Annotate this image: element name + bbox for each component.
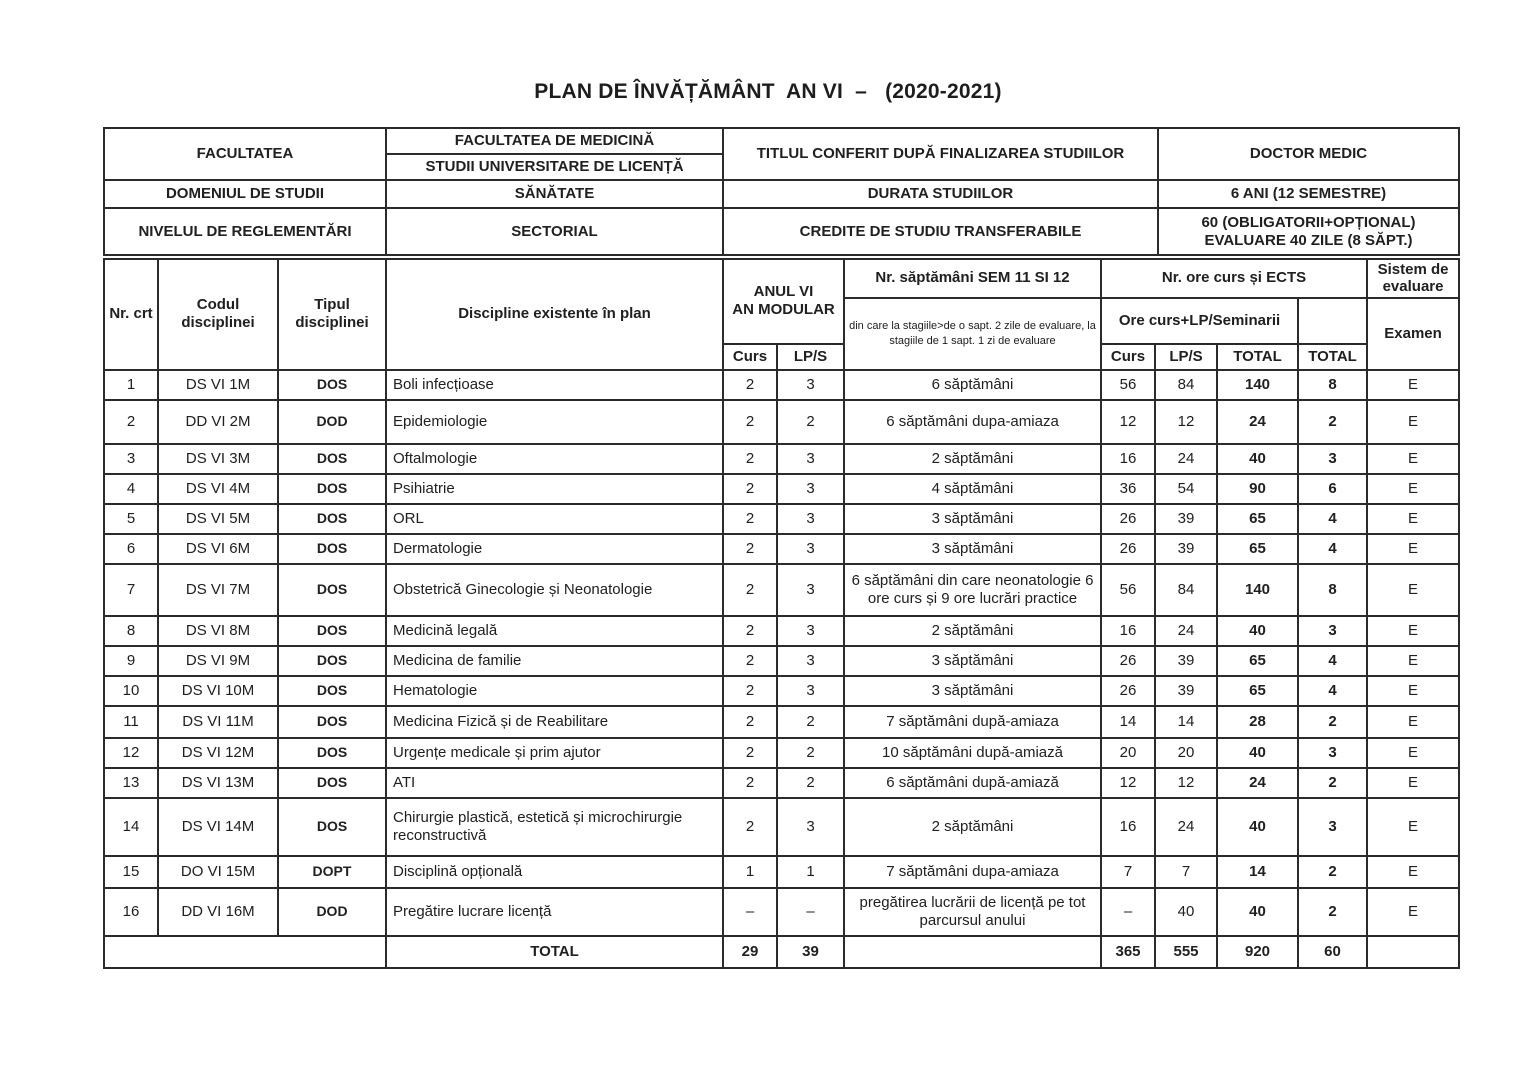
cell-ects: 4	[1298, 646, 1367, 676]
cell-cod: DS VI 13M	[158, 768, 278, 798]
cell-exam: E	[1367, 888, 1459, 936]
cell-curs: 2	[723, 798, 777, 856]
cell-ore-total: 40	[1217, 888, 1298, 936]
cell-lps: 3	[777, 564, 844, 616]
cell-disc: Medicina Fizică și de Reabilitare	[386, 706, 723, 738]
cell-ects: 3	[1298, 798, 1367, 856]
cell-saptamani: 2 săptămâni	[844, 444, 1101, 474]
cell-ore-curs: 56	[1101, 370, 1155, 400]
total-lps: 39	[777, 936, 844, 968]
cell-ore-lps: 24	[1155, 444, 1217, 474]
cell-lps: 3	[777, 504, 844, 534]
cell-curs: 1	[723, 856, 777, 888]
cell-curs: 2	[723, 444, 777, 474]
col-header-ore-total: TOTAL	[1217, 344, 1298, 370]
cell-ore-lps: 24	[1155, 616, 1217, 646]
col-header-ore-sub: Ore curs+LP/Seminarii	[1101, 298, 1298, 344]
cell-ore-curs: 26	[1101, 646, 1155, 676]
cell-saptamani: 4 săptămâni	[844, 474, 1101, 504]
info-value-credite-1: 60 (OBLIGATORII+OPȚIONAL)	[1201, 213, 1416, 231]
total-ore-total: 920	[1217, 936, 1298, 968]
total-exam	[1367, 936, 1459, 968]
cell-nr: 9	[104, 646, 158, 676]
cell-curs: 2	[723, 676, 777, 706]
cell-lps: –	[777, 888, 844, 936]
cell-ore-total: 90	[1217, 474, 1298, 504]
cell-tip: DOS	[278, 534, 386, 564]
cell-ore-curs: 16	[1101, 444, 1155, 474]
cell-tip: DOS	[278, 564, 386, 616]
col-header-ore-curs: Curs	[1101, 344, 1155, 370]
cell-nr: 7	[104, 564, 158, 616]
cell-cod: DS VI 3M	[158, 444, 278, 474]
cell-ore-curs: 26	[1101, 504, 1155, 534]
col-header-anul-line2: AN MODULAR	[732, 301, 835, 319]
cell-lps: 3	[777, 676, 844, 706]
cell-tip: DOS	[278, 616, 386, 646]
cell-saptamani: 3 săptămâni	[844, 504, 1101, 534]
cell-ects: 4	[1298, 676, 1367, 706]
cell-curs: 2	[723, 616, 777, 646]
cell-ects: 6	[1298, 474, 1367, 504]
cell-saptamani: 6 săptămâni dupa-amiaza	[844, 400, 1101, 444]
cell-nr: 15	[104, 856, 158, 888]
cell-ects: 4	[1298, 534, 1367, 564]
cell-exam: E	[1367, 798, 1459, 856]
info-label-titlul: TITLUL CONFERIT DUPĂ FINALIZAREA STUDIILOR	[723, 128, 1158, 180]
tables-container	[103, 127, 1458, 969]
cell-lps: 2	[777, 768, 844, 798]
cell-saptamani: 7 săptămâni după-amiaza	[844, 706, 1101, 738]
cell-ects: 3	[1298, 616, 1367, 646]
cell-cod: DD VI 16M	[158, 888, 278, 936]
info-value-facultatea-1: FACULTATEA DE MEDICINĂ	[386, 128, 723, 154]
cell-ore-curs: 36	[1101, 474, 1155, 504]
col-header-disc: Discipline existente în plan	[386, 259, 723, 370]
cell-ore-lps: 20	[1155, 738, 1217, 768]
table-row	[104, 400, 1459, 444]
table-row	[104, 646, 1459, 676]
cell-lps: 1	[777, 856, 844, 888]
info-value-durata: 6 ANI (12 SEMESTRE)	[1158, 180, 1459, 208]
cell-lps: 3	[777, 646, 844, 676]
info-label-facultatea: FACULTATEA	[104, 128, 386, 180]
cell-exam: E	[1367, 706, 1459, 738]
table-row	[104, 474, 1459, 504]
cell-nr: 11	[104, 706, 158, 738]
cell-saptamani: 10 săptămâni după-amiază	[844, 738, 1101, 768]
cell-curs: 2	[723, 474, 777, 504]
cell-tip: DOD	[278, 888, 386, 936]
cell-nr: 12	[104, 738, 158, 768]
col-header-ore-ects: Nr. ore curs și ECTS	[1101, 259, 1367, 298]
cell-exam: E	[1367, 676, 1459, 706]
col-header-anul-line1: ANUL VI	[753, 282, 814, 300]
cell-ore-total: 65	[1217, 534, 1298, 564]
cell-tip: DOS	[278, 768, 386, 798]
cell-cod: DS VI 1M	[158, 370, 278, 400]
col-header-ects-spacer	[1298, 298, 1367, 344]
cell-ects: 2	[1298, 768, 1367, 798]
cell-nr: 8	[104, 616, 158, 646]
cell-curs: 2	[723, 504, 777, 534]
cell-lps: 3	[777, 474, 844, 504]
cell-nr: 3	[104, 444, 158, 474]
cell-ore-curs: –	[1101, 888, 1155, 936]
col-header-nr: Nr. crt	[104, 259, 158, 370]
cell-exam: E	[1367, 564, 1459, 616]
cell-lps: 2	[777, 706, 844, 738]
cell-curs: 2	[723, 706, 777, 738]
cell-ore-curs: 16	[1101, 616, 1155, 646]
cell-exam: E	[1367, 400, 1459, 444]
info-value-facultatea-2: STUDII UNIVERSITARE DE LICENȚĂ	[386, 154, 723, 180]
cell-exam: E	[1367, 616, 1459, 646]
cell-disc: Obstetrică Ginecologie și Neonatologie	[386, 564, 723, 616]
cell-ore-curs: 12	[1101, 400, 1155, 444]
cell-cod: DS VI 9M	[158, 646, 278, 676]
cell-curs: 2	[723, 534, 777, 564]
cell-exam: E	[1367, 856, 1459, 888]
cell-tip: DOS	[278, 504, 386, 534]
cell-nr: 14	[104, 798, 158, 856]
cell-tip: DOS	[278, 798, 386, 856]
total-row	[104, 936, 1459, 968]
cell-ects: 8	[1298, 370, 1367, 400]
cell-ore-total: 65	[1217, 646, 1298, 676]
cell-saptamani: 6 săptămâni din care neonatologie 6 ore curs și 9 ore lucrări practice	[844, 564, 1101, 616]
table-row	[104, 738, 1459, 768]
info-value-domeniul: SĂNĂTATE	[386, 180, 723, 208]
cell-tip: DOPT	[278, 856, 386, 888]
cell-disc: Urgențe medicale și prim ajutor	[386, 738, 723, 768]
cell-ore-total: 24	[1217, 768, 1298, 798]
cell-tip: DOS	[278, 706, 386, 738]
cell-curs: 2	[723, 400, 777, 444]
cell-ects: 2	[1298, 888, 1367, 936]
cell-lps: 2	[777, 400, 844, 444]
page-title: PLAN DE ÎNVĂȚĂMÂNT AN VI – (2020-2021)	[534, 80, 1002, 103]
cell-saptamani: 6 săptămâni după-amiază	[844, 768, 1101, 798]
cell-nr: 10	[104, 676, 158, 706]
cell-cod: DS VI 14M	[158, 798, 278, 856]
col-header-tip: Tipul disciplinei	[278, 259, 386, 370]
table-row	[104, 798, 1459, 856]
cell-disc: Chirurgie plastică, estetică și microchirurgie reconstructivă	[386, 798, 723, 856]
cell-saptamani: 6 săptămâni	[844, 370, 1101, 400]
cell-ects: 2	[1298, 856, 1367, 888]
cell-disc: Medicină legală	[386, 616, 723, 646]
cell-saptamani: pregătirea lucrării de licență pe tot parcursul anului	[844, 888, 1101, 936]
cell-ore-total: 65	[1217, 676, 1298, 706]
cell-curs: 2	[723, 564, 777, 616]
cell-disc: Dermatologie	[386, 534, 723, 564]
cell-lps: 3	[777, 370, 844, 400]
col-header-saptamani: Nr. săptămâni SEM 11 SI 12	[844, 259, 1101, 298]
cell-nr: 5	[104, 504, 158, 534]
cell-ore-lps: 40	[1155, 888, 1217, 936]
cell-ects: 2	[1298, 400, 1367, 444]
cell-ore-lps: 12	[1155, 400, 1217, 444]
total-saptamani	[844, 936, 1101, 968]
cell-ore-total: 40	[1217, 738, 1298, 768]
cell-curs: –	[723, 888, 777, 936]
cell-ects: 2	[1298, 706, 1367, 738]
col-header-sistem: Sistem de evaluare	[1367, 259, 1459, 298]
cell-exam: E	[1367, 444, 1459, 474]
table-row	[104, 676, 1459, 706]
total-empty-left	[104, 936, 386, 968]
table-body	[104, 370, 1459, 968]
cell-ore-curs: 20	[1101, 738, 1155, 768]
cell-exam: E	[1367, 646, 1459, 676]
cell-nr: 1	[104, 370, 158, 400]
table-row	[104, 534, 1459, 564]
cell-ects: 3	[1298, 738, 1367, 768]
cell-saptamani: 3 săptămâni	[844, 676, 1101, 706]
cell-cod: DD VI 2M	[158, 400, 278, 444]
cell-tip: DOS	[278, 444, 386, 474]
cell-ore-curs: 26	[1101, 534, 1155, 564]
col-header-ore-lps: LP/S	[1155, 344, 1217, 370]
cell-tip: DOS	[278, 738, 386, 768]
cell-ore-lps: 84	[1155, 564, 1217, 616]
cell-nr: 2	[104, 400, 158, 444]
cell-saptamani: 3 săptămâni	[844, 646, 1101, 676]
cell-ore-lps: 39	[1155, 676, 1217, 706]
col-header-cod: Codul disciplinei	[158, 259, 278, 370]
table-header	[104, 259, 1459, 370]
cell-exam: E	[1367, 768, 1459, 798]
cell-ore-curs: 14	[1101, 706, 1155, 738]
table-row	[104, 370, 1459, 400]
cell-ects: 8	[1298, 564, 1367, 616]
cell-exam: E	[1367, 370, 1459, 400]
table-row	[104, 504, 1459, 534]
cell-disc: Boli infecțioase	[386, 370, 723, 400]
info-value-credite	[1158, 208, 1459, 255]
cell-cod: DS VI 5M	[158, 504, 278, 534]
cell-ore-lps: 24	[1155, 798, 1217, 856]
cell-ore-lps: 39	[1155, 534, 1217, 564]
table-row	[104, 768, 1459, 798]
cell-disc: Medicina de familie	[386, 646, 723, 676]
cell-tip: DOD	[278, 400, 386, 444]
cell-lps: 3	[777, 534, 844, 564]
table-row	[104, 856, 1459, 888]
cell-saptamani: 7 săptămâni dupa-amiaza	[844, 856, 1101, 888]
cell-ore-curs: 16	[1101, 798, 1155, 856]
info-table	[103, 127, 1460, 256]
cell-ore-total: 24	[1217, 400, 1298, 444]
cell-disc: Pregătire lucrare licență	[386, 888, 723, 936]
cell-ore-total: 40	[1217, 444, 1298, 474]
cell-ects: 3	[1298, 444, 1367, 474]
col-header-ects-total: TOTAL	[1298, 344, 1367, 370]
cell-disc: Epidemiologie	[386, 400, 723, 444]
cell-ore-lps: 84	[1155, 370, 1217, 400]
cell-exam: E	[1367, 474, 1459, 504]
total-curs: 29	[723, 936, 777, 968]
table-row	[104, 444, 1459, 474]
cell-ore-lps: 12	[1155, 768, 1217, 798]
cell-ore-curs: 7	[1101, 856, 1155, 888]
cell-cod: DS VI 7M	[158, 564, 278, 616]
cell-disc: Oftalmologie	[386, 444, 723, 474]
table-row	[104, 564, 1459, 616]
cell-tip: DOS	[278, 676, 386, 706]
cell-disc: Psihiatrie	[386, 474, 723, 504]
cell-tip: DOS	[278, 646, 386, 676]
cell-curs: 2	[723, 646, 777, 676]
cell-exam: E	[1367, 534, 1459, 564]
cell-cod: DS VI 11M	[158, 706, 278, 738]
info-label-credite: CREDITE DE STUDIU TRANSFERABILE	[723, 208, 1158, 255]
info-value-credite-2: EVALUARE 40 ZILE (8 SĂPT.)	[1204, 231, 1413, 249]
cell-lps: 3	[777, 616, 844, 646]
cell-disc: Disciplină opțională	[386, 856, 723, 888]
cell-nr: 4	[104, 474, 158, 504]
cell-cod: DS VI 8M	[158, 616, 278, 646]
col-header-curs: Curs	[723, 344, 777, 370]
info-label-nivelul: NIVELUL DE REGLEMENTĂRI	[104, 208, 386, 255]
cell-saptamani: 2 săptămâni	[844, 798, 1101, 856]
cell-ore-total: 40	[1217, 616, 1298, 646]
cell-cod: DS VI 10M	[158, 676, 278, 706]
total-ects: 60	[1298, 936, 1367, 968]
cell-ore-lps: 39	[1155, 646, 1217, 676]
total-ore-lps: 555	[1155, 936, 1217, 968]
cell-cod: DO VI 15M	[158, 856, 278, 888]
cell-exam: E	[1367, 504, 1459, 534]
cell-ore-lps: 39	[1155, 504, 1217, 534]
cell-saptamani: 3 săptămâni	[844, 534, 1101, 564]
cell-ore-total: 40	[1217, 798, 1298, 856]
cell-disc: Hematologie	[386, 676, 723, 706]
col-header-saptamani-note: din care la stagiile>de o sapt. 2 zile de evaluare, la stagiile de 1 sapt. 1 zi de evaluare	[844, 298, 1101, 370]
table-row	[104, 616, 1459, 646]
col-header-examen: Examen	[1367, 298, 1459, 370]
cell-lps: 2	[777, 738, 844, 768]
cell-cod: DS VI 6M	[158, 534, 278, 564]
cell-ects: 4	[1298, 504, 1367, 534]
cell-disc: ATI	[386, 768, 723, 798]
cell-ore-total: 140	[1217, 564, 1298, 616]
table-row	[104, 888, 1459, 936]
table-row	[104, 706, 1459, 738]
cell-ore-total: 14	[1217, 856, 1298, 888]
cell-ore-curs: 12	[1101, 768, 1155, 798]
cell-nr: 13	[104, 768, 158, 798]
col-header-lps: LP/S	[777, 344, 844, 370]
cell-ore-curs: 26	[1101, 676, 1155, 706]
cell-tip: DOS	[278, 474, 386, 504]
cell-tip: DOS	[278, 370, 386, 400]
cell-curs: 2	[723, 768, 777, 798]
cell-curs: 2	[723, 738, 777, 768]
cell-ore-curs: 56	[1101, 564, 1155, 616]
cell-nr: 16	[104, 888, 158, 936]
total-label: TOTAL	[386, 936, 723, 968]
cell-lps: 3	[777, 798, 844, 856]
cell-exam: E	[1367, 738, 1459, 768]
cell-ore-total: 140	[1217, 370, 1298, 400]
cell-cod: DS VI 12M	[158, 738, 278, 768]
cell-disc: ORL	[386, 504, 723, 534]
cell-saptamani: 2 săptămâni	[844, 616, 1101, 646]
info-label-domeniul: DOMENIUL DE STUDII	[104, 180, 386, 208]
cell-lps: 3	[777, 444, 844, 474]
cell-ore-total: 28	[1217, 706, 1298, 738]
cell-ore-total: 65	[1217, 504, 1298, 534]
cell-cod: DS VI 4M	[158, 474, 278, 504]
info-value-titlul: DOCTOR MEDIC	[1158, 128, 1459, 180]
cell-ore-lps: 14	[1155, 706, 1217, 738]
cell-curs: 2	[723, 370, 777, 400]
total-ore-curs: 365	[1101, 936, 1155, 968]
curriculum-table	[103, 258, 1460, 969]
info-label-durata: DURATA STUDIILOR	[723, 180, 1158, 208]
cell-ore-lps: 54	[1155, 474, 1217, 504]
cell-ore-lps: 7	[1155, 856, 1217, 888]
cell-nr: 6	[104, 534, 158, 564]
info-value-nivelul: SECTORIAL	[386, 208, 723, 255]
col-header-anul	[723, 259, 844, 344]
